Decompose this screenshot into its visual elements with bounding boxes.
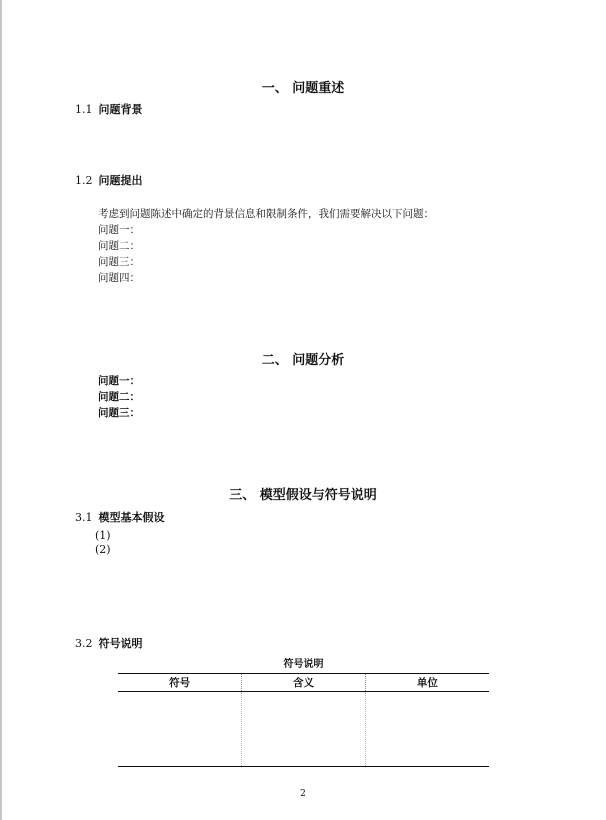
table-cell-symbol — [118, 692, 242, 767]
analysis-question-1: 问题一： — [98, 375, 140, 387]
subsection-3-1-heading — [75, 509, 165, 525]
problem-question-1: 问题一： — [98, 224, 140, 236]
problem-question-2: 问题二： — [98, 240, 140, 252]
subsection-1-2-heading — [75, 172, 143, 188]
analysis-question-2: 问题二： — [98, 391, 140, 403]
analysis-block — [98, 373, 140, 421]
subsection-3-1-title: 模型基本假设 — [98, 511, 165, 524]
subsection-1-1-heading — [75, 101, 143, 117]
subsection-3-1-number: 3.1 — [75, 511, 93, 524]
assumption-item-2: (2) — [95, 543, 111, 556]
problem-intro-text: 考虑到问题陈述中确定的背景信息和限制条件，我们需要解决以下问题： — [98, 208, 434, 220]
table-header-unit: 单位 — [365, 674, 489, 692]
assumption-item-1: (1) — [95, 529, 111, 542]
subsection-3-2-number: 3.2 — [75, 637, 93, 650]
section-2-title: 二、 问题分析 — [261, 353, 345, 368]
symbol-table-caption: 符号说明 — [283, 659, 324, 670]
assumption-list — [95, 529, 111, 557]
symbol-table — [118, 673, 489, 767]
subsection-3-2-heading — [75, 635, 143, 651]
subsection-1-2-number: 1.2 — [75, 174, 93, 187]
problem-question-4: 问题四： — [98, 272, 140, 284]
table-cell-meaning — [242, 692, 366, 767]
problem-question-3: 问题三： — [98, 256, 140, 268]
section-1-title: 一、 问题重述 — [261, 81, 345, 96]
subsection-1-1-title: 问题背景 — [98, 103, 143, 116]
page-edge — [0, 0, 2, 820]
table-header-symbol: 符号 — [118, 674, 242, 692]
subsection-1-1-number: 1.1 — [75, 103, 93, 116]
subsection-3-2-title: 符号说明 — [98, 637, 143, 650]
table-row — [118, 692, 489, 767]
table-cell-unit — [365, 692, 489, 767]
analysis-question-3: 问题三： — [98, 407, 140, 419]
problem-statement-block — [98, 206, 434, 286]
table-header-row — [118, 674, 489, 692]
page-number: 2 — [300, 789, 306, 799]
section-3-title: 三、 模型假设与符号说明 — [229, 488, 377, 503]
subsection-1-2-title: 问题提出 — [98, 174, 143, 187]
table-header-meaning: 含义 — [242, 674, 366, 692]
